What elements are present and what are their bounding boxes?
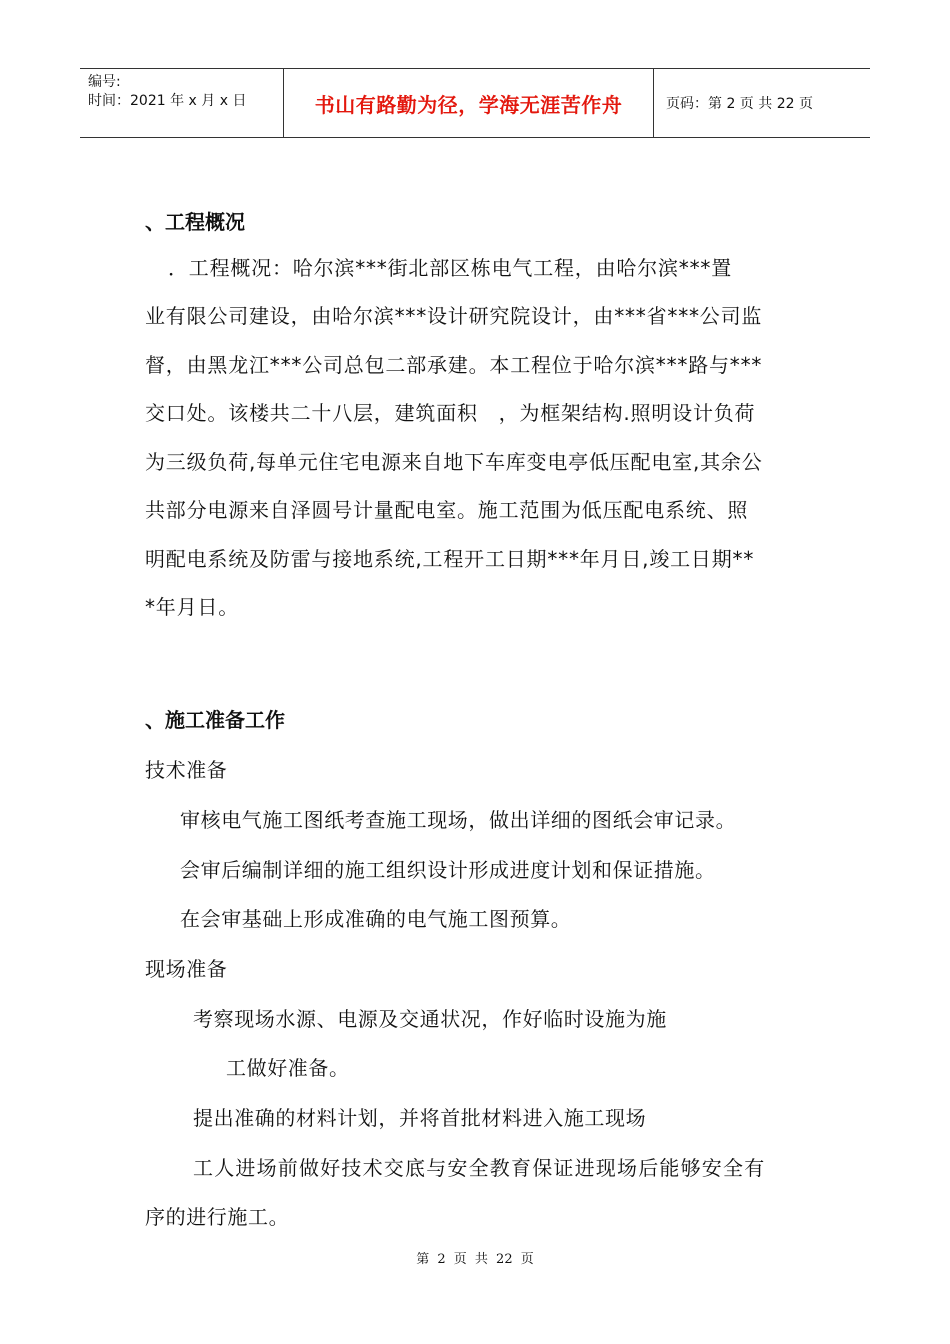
site-item: 工人进场前做好技术交底与安全教育保证进现场后能够安全有: [193, 1156, 766, 1180]
overview-line: 明配电系统及防雷与接地系统,工程开工日期***年月日,竣工日期**: [145, 547, 755, 571]
subheading-site-prep: 现场准备: [145, 957, 228, 981]
overview-line: 共部分电源来自泽圆号计量配电室。施工范围为低压配电系统、照: [145, 498, 749, 522]
overview-line: 交口处。该楼共二十八层，建筑面积 ，为框架结构.照明设计负荷: [145, 401, 756, 425]
page-header: [80, 68, 870, 138]
header-motto: 书山有路勤为径，学海无涯苦作舟: [283, 69, 654, 137]
tech-item: 会审后编制详细的施工组织设计形成进度计划和保证措施。: [180, 858, 716, 882]
page-footer: 第 2 页 共 22 页: [416, 1252, 534, 1267]
overview-line: ．工程概况：哈尔滨***街北部区栋电气工程，由哈尔滨***置: [168, 256, 732, 280]
overview-line: *年月日。: [145, 595, 239, 619]
subheading-tech-prep: 技术准备: [145, 758, 228, 782]
site-item: 提出准确的材料计划，并将首批材料进入施工现场: [193, 1106, 647, 1130]
overview-line: 业有限公司建设，由哈尔滨***设计研究院设计，由***省***公司监: [145, 304, 763, 328]
header-page-info: 页码：第 2 页 共 22 页: [666, 96, 813, 112]
section-title-overview: 、工程概况: [145, 210, 245, 234]
header-number-label: 编号:: [88, 74, 121, 90]
header-date-label: 时间：2021 年 x 月 x 日: [88, 93, 247, 109]
section-title-preparation: 、施工准备工作: [145, 708, 285, 732]
tech-item: 审核电气施工图纸考查施工现场，做出详细的图纸会审记录。: [180, 808, 737, 832]
site-item-continuation: 序的进行施工。: [145, 1205, 290, 1229]
site-item-continuation: 工做好准备。: [226, 1056, 350, 1080]
overview-line: 为三级负荷,每单元住宅电源来自地下车库变电亭低压配电室,其余公: [145, 450, 763, 474]
header-left-cell: [80, 69, 283, 137]
site-item: 考察现场水源、电源及交通状况，作好临时设施为施: [193, 1007, 667, 1031]
tech-item: 在会审基础上形成准确的电气施工图预算。: [180, 907, 572, 931]
overview-line: 督，由黑龙江***公司总包二部承建。本工程位于哈尔滨***路与***: [145, 353, 763, 377]
